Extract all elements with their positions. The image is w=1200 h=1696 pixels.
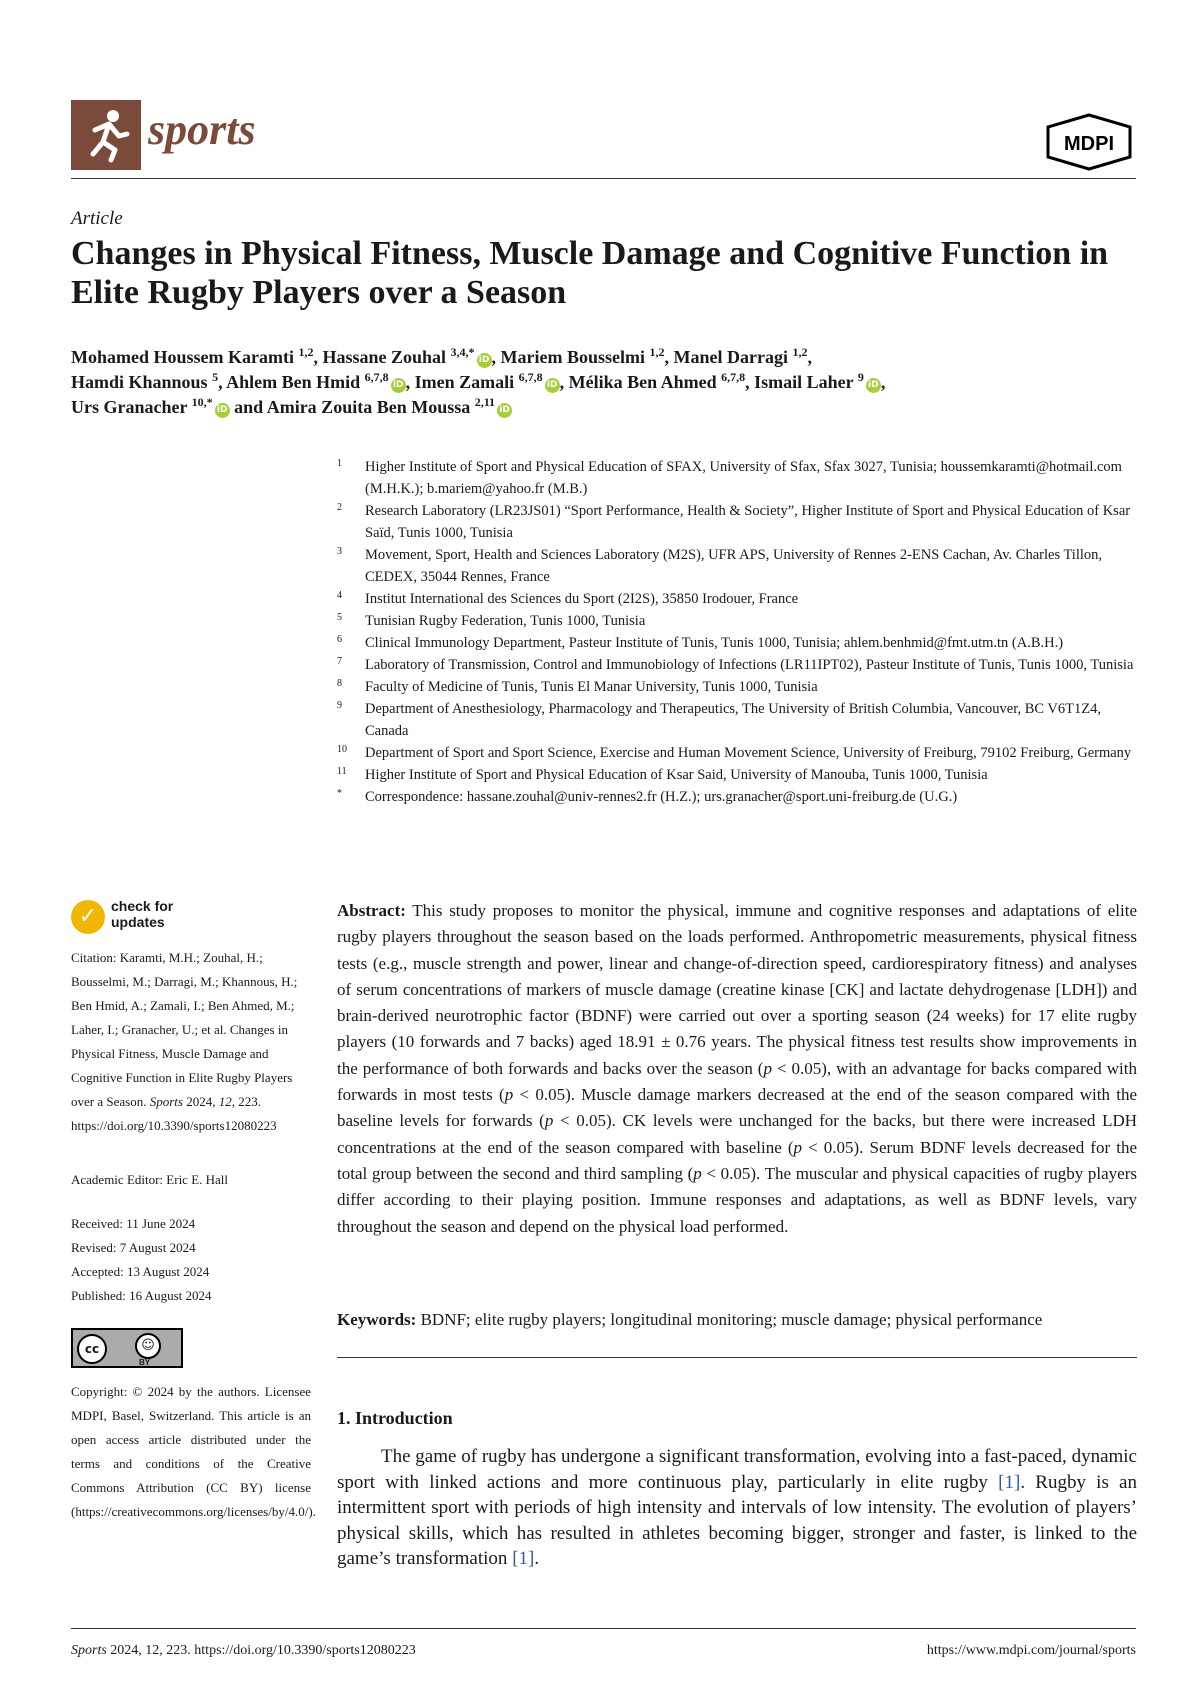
citation-block: Citation: Karamti, M.H.; Zouhal, H.; Bousselmi, M.; Darragi, M.; Khannous, H.; Ben Hmid, A.; Zamali, I.; Ben Ahmed, M.; Laher, I.; Granacher, U.; et al. Changes in Physical Fitness, Muscle Damage and Cognitive Function in Elite Rugby Players over a Season. Sports 2024, 12, 223. https://doi.org/10.3390/sports12080223 <box>71 950 298 1133</box>
abstract: Abstract: This study proposes to monitor the physical, immune and cognitive responses and adaptations of elite rugby players throughout the season based on the loads performed. Anthropometric measurements, physical fitness tests (e.g., muscle strength and power, linear and change-of-direction speed, cardiorespiratory fitness) and analyses of serum concentrations of markers of muscle damage (creatine kinase [CK] and lactate dehydrogenase [LDH]) and brain-derived neurotrophic factor (BDNF) were carried out over a sporting season (24 weeks) for 17 elite rugby players (10 forwards and 7 backs) aged 18.91 ± 0.76 years. The physical fitness test results show improvements in the performance of both forwards and backs over the season (p < 0.05), with an advantage for backs compared with forwards in most tests (p < 0.05). Muscle damage markers decreased at the end of the season compared with the baseline levels for forwards (p < 0.05). CK levels were unchanged for the backs, but there were increased LDH concentrations at the end of the season compared with baseline (p < 0.05). Serum BDNF levels decreased for the total group between the second and third sampling (p < 0.05). The muscular and physical capacities of rugby players differ according to their playing position. Immune responses and adaptations, as well as BDNF levels, vary throughout the season and depend on the physical load performed. <box>337 901 1138 1236</box>
keywords-label: Keywords: <box>337 1310 417 1329</box>
journal-logo <box>71 100 141 170</box>
intro-paragraph: The game of rugby has undergone a significant transformation, evolving into a fast-paced, dynamic sport with linked actions and more continuous play, particularly in elite rugby [1]. Rugby is an intermittent sport with periods of high intensity and intervals of low intensity. The evolution of players’ physical skills, which has resulted in athletes becoming bigger, stronger and faster, is linked to the game’s transformation [1]. <box>337 1446 1137 1570</box>
copyright-notice: Copyright: © 2024 by the authors. Licensee MDPI, Basel, Switzerland. This article is an open access article distributed under the terms and conditions of the Creative Commons Attribution (CC BY) license (https://creativecommons.org/licenses/by/4.0/). <box>71 1384 316 1519</box>
journal-name: sports <box>148 105 256 154</box>
orcid-icon[interactable]: iD <box>866 378 881 393</box>
by-label: BY <box>139 1358 151 1367</box>
abstract-label: Abstract: <box>337 901 406 920</box>
affiliation-item: 4 Institut International des Sciences du Sport (2I2S), 35850 Irodouer, France <box>337 590 799 607</box>
mdpi-text: MDPI <box>1064 133 1114 155</box>
reference-link[interactable]: [1] <box>512 1548 535 1570</box>
affiliation-item: 1 Higher Institute of Sport and Physical Education of SFAX, University of Sfax, Sfax 3027, Tunisia; houssemkaramti@hotmail.com (M.H.K.); b.mariem@yahoo.fr (M.B.) <box>337 458 1122 497</box>
by-person-icon: ☺ <box>135 1333 161 1359</box>
affiliation-item: 7 Laboratory of Transmission, Control and Immunobiology of Infections (LR11IPT02), Pasteur Institute of Tunis, Tunis 1000, Tunisia <box>337 656 1134 673</box>
reference-link[interactable]: [1] <box>998 1471 1021 1493</box>
orcid-icon[interactable]: iD <box>477 353 492 368</box>
author-line-2: Hamdi Khannous $^5$, Ahlem Ben Hmid $^{6,7,8}$iD , Imen Zamali $^{6,7,8}$iD , Mélika Ben Ahmed $^{6,7,8}$, Ismail Laher $^9$iD , <box>71 370 886 392</box>
published-date: Published: 16 August 2024 <box>71 1288 212 1303</box>
affiliation-item: 5 Tunisian Rugby Federation, Tunis 1000, Tunisia <box>337 612 646 629</box>
author-name: Ahlem Ben Hmid <box>226 372 361 392</box>
author-name: Hassane Zouhal <box>322 347 447 367</box>
footer-rule <box>71 1628 1136 1629</box>
cc-by-license-icon[interactable] <box>71 1328 183 1368</box>
revised-date: Revised: 7 August 2024 <box>71 1240 196 1255</box>
orcid-icon[interactable]: iD <box>391 378 406 393</box>
affiliation-item: 8 Faculty of Medicine of Tunis, Tunis El Manar University, Tunis 1000, Tunisia <box>337 678 818 695</box>
author-name: Mariem Bousselmi <box>500 347 646 367</box>
author-name: Mohamed Houssem Karamti <box>71 347 294 367</box>
section-divider <box>337 1357 1137 1358</box>
correspondence: * Correspondence: hassane.zouhal@univ-rennes2.fr (H.Z.); urs.granacher@sport.uni-freiburg.de (U.G.) <box>337 788 958 805</box>
footer-journal-url[interactable]: https://www.mdpi.com/journal/sports <box>926 1643 1136 1658</box>
accepted-date: Accepted: 13 August 2024 <box>71 1264 210 1279</box>
affiliation-item: 11 Higher Institute of Sport and Physical Education of Ksar Said, University of Manouba, Tunis 1000, Tunisia <box>337 766 988 783</box>
publication-dates <box>71 1212 212 1308</box>
mdpi-logo <box>1042 112 1136 172</box>
affiliation-item: 6 Clinical Immunology Department, Pasteur Institute of Tunis, Tunis 1000, Tunisia; ahlem.benhmid@fmt.utm.tn (A.B.H.) <box>337 634 1064 651</box>
affiliation-list <box>337 456 1137 808</box>
received-date: Received: 11 June 2024 <box>71 1216 196 1231</box>
author-name: Amira Zouita Ben Moussa <box>266 397 471 417</box>
paper-title: Changes in Physical Fitness, Muscle Damage and Cognitive Function in Elite Rugby Players over a Season <box>71 235 1109 311</box>
author-name: Urs Granacher <box>71 397 188 417</box>
author-name: Ismail Laher <box>754 372 854 392</box>
academic-editor: Academic Editor: Eric E. Hall <box>71 1172 229 1187</box>
author-line-3: Urs Granacher $^{10,*}$iD and Amira Zouita Ben Moussa $^{2,11}$iD <box>71 390 1136 420</box>
author-name: Manel Darragi <box>673 347 788 367</box>
affiliation-item: 9 Department of Anesthesiology, Pharmacology and Therapeutics, The University of British Columbia, Vancouver, BC V6T1Z4, Canada <box>337 700 1101 739</box>
article-type: Article <box>71 208 123 229</box>
section-heading: 1. Introduction <box>337 1408 453 1428</box>
cc-icon: cc <box>77 1334 107 1364</box>
affiliation-item: 2 Research Laboratory (LR23JS01) “Sport Performance, Health & Society”, Higher Institute of Sport and Physical Education of Ksar Saïd, Tunis 1000, Tunisia <box>337 502 1131 541</box>
author-line-1: Mohamed Houssem Karamti $^{1,2}$, Hassane Zouhal $^{3,4,*}$iD , Mariem Bousselmi $^{1,2}$, Manel Darragi $^{1,2}$, <box>71 345 812 367</box>
orcid-icon[interactable]: iD <box>497 403 512 418</box>
footer-citation[interactable]: Sports 2024, 12, 223. https://doi.org/10.3390/sports12080223 <box>71 1643 416 1658</box>
runner-icon <box>71 100 141 170</box>
author-name: Hamdi Khannous <box>71 372 208 392</box>
orcid-icon[interactable]: iD <box>545 378 560 393</box>
affiliation-item: 10 Department of Sport and Sport Science, Exercise and Human Movement Science, University of Freiburg, 79102 Freiburg, Germany <box>337 744 1132 761</box>
author-name: Mélika Ben Ahmed <box>568 372 717 392</box>
header-rule <box>71 178 1136 179</box>
author-name: Imen Zamali <box>414 372 515 392</box>
keywords: Keywords: BDNF; elite rugby players; longitudinal monitoring; muscle damage; physical performance <box>337 1310 1043 1329</box>
affiliation-item: 3 Movement, Sport, Health and Sciences Laboratory (M2S), UFR APS, University of Rennes 2-ENS Cachan, Av. Charles Tillon, CEDEX, 35044 Rennes, France <box>337 546 1103 585</box>
check-icon: ✓ <box>71 900 105 934</box>
orcid-icon[interactable]: iD <box>215 403 230 418</box>
